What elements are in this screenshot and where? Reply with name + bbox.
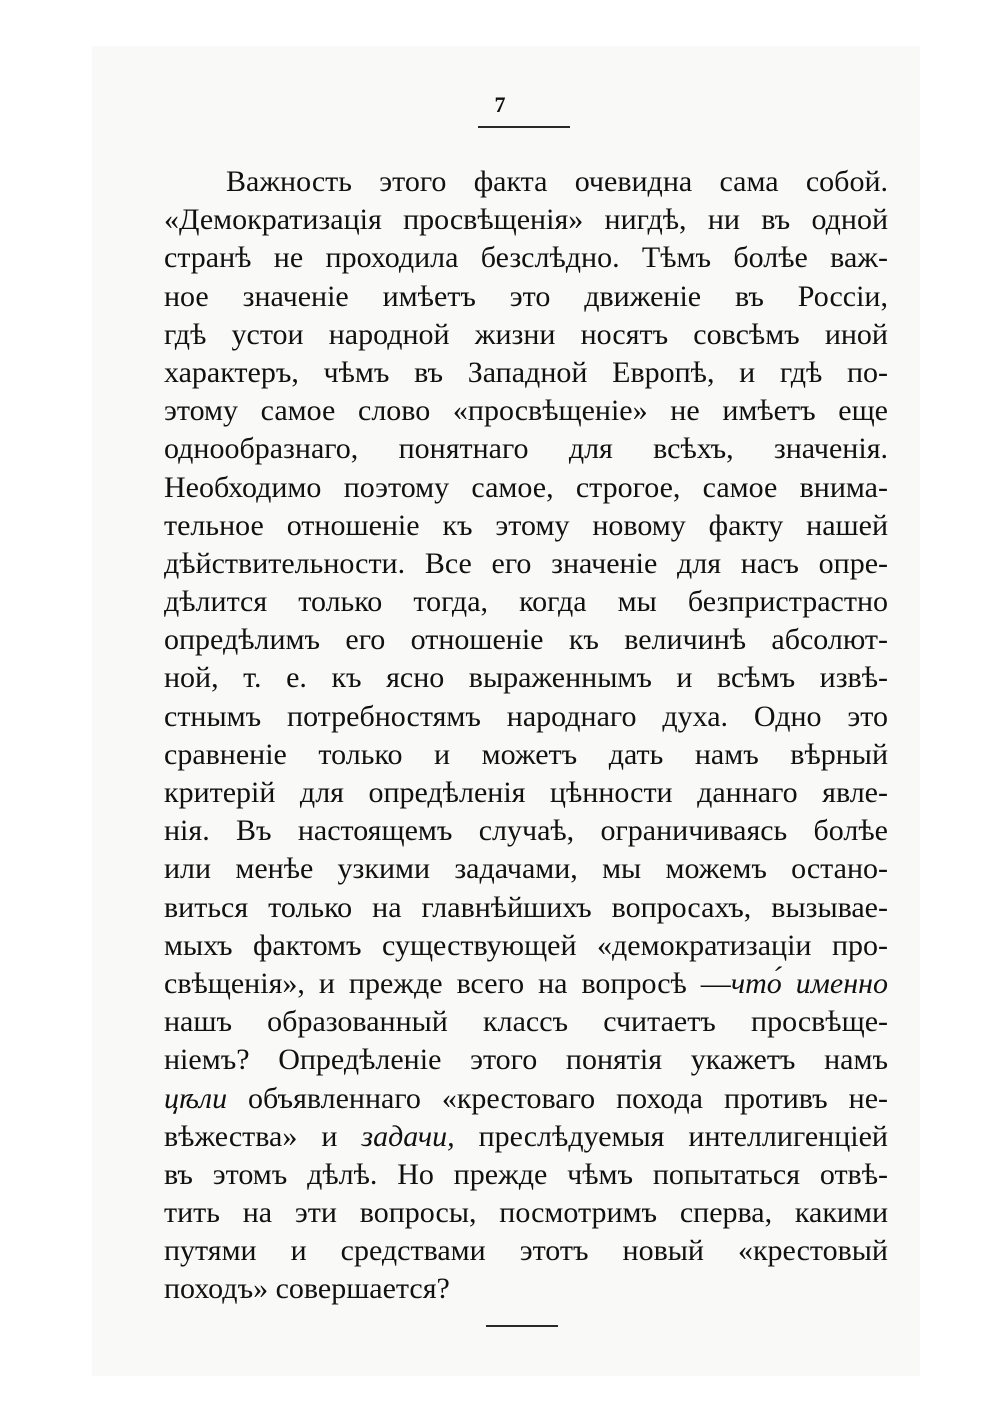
page-number: 7 [494, 92, 506, 117]
text-line: нашъ образованный классъ считаетъ просвѣще- [164, 1005, 888, 1039]
text-line: въ этомъ дѣлѣ. Но прежде чѣмъ попытаться отвѣ- [164, 1157, 888, 1191]
text-line: тить на эти вопросы, посмотримъ сперва, какими [164, 1196, 888, 1230]
text-line: Важность этого факта очевидна сама собой. [226, 165, 888, 198]
footer-rule [486, 1325, 558, 1327]
text-run: объявленнаго «крестоваго похода противъ не- [227, 1081, 888, 1115]
text-line: мыхъ фактомъ существующей «демократизаціи про- [164, 928, 888, 962]
italic-text: что́ именно [730, 966, 889, 1000]
text-line: опредѣлимъ его отношеніе къ величинѣ абсолют- [164, 623, 888, 657]
text-run: свѣщенія», и прежде всего на вопросѣ — [164, 966, 731, 1000]
text-line: нія. Въ настоящемъ случаѣ, ограничиваясь болѣе [164, 814, 888, 848]
text-line [164, 965, 888, 1003]
text-line: ное значеніе имѣетъ это движеніе въ Россіи, [164, 279, 888, 313]
italic-text: задачи, [361, 1119, 455, 1153]
text-line: или менѣе узкими задачами, мы можемъ остано- [164, 852, 888, 886]
italic-text: цѣли [164, 1081, 228, 1115]
text-line [164, 1080, 888, 1118]
body-text [164, 163, 888, 1309]
text-line: странѣ не проходила безслѣдно. Тѣмъ болѣе важ- [164, 241, 888, 275]
text-line: характеръ, чѣмъ въ Западной Европѣ, и гдѣ по- [164, 355, 888, 389]
header-rule [478, 126, 570, 128]
text-line: путями и средствами этотъ новый «крестовый [164, 1234, 888, 1268]
text-line: стнымъ потребностямъ народнаго духа. Одно это [164, 699, 888, 733]
text-line: «Демократизація просвѣщенія» нигдѣ, ни въ одной [164, 203, 888, 237]
text-line: однообразнаго, понятнаго для всѣхъ, значенія. [164, 432, 888, 466]
text-line: критерій для опредѣленія цѣнности даннаго явле- [164, 776, 888, 809]
text-line: этому самое слово «просвѣщеніе» не имѣетъ еще [164, 394, 888, 428]
text-run: вѣжества» и [164, 1119, 362, 1153]
text-line: виться только на главнѣйшихъ вопросахъ, вызывае- [164, 890, 888, 924]
text-line: дѣлится только тогда, когда мы безпристрастно [164, 585, 888, 619]
text-line: походъ» совершается? [164, 1272, 450, 1306]
text-line [164, 1118, 888, 1156]
text-line: тельное отношеніе къ этому новому факту нашей [164, 508, 888, 542]
text-line: Необходимо поэтому самое, строгое, самое внима- [164, 470, 888, 504]
text-line: дѣйствительности. Все его значеніе для насъ опре- [164, 546, 888, 580]
text-line: ной, т. е. къ ясно выраженнымъ и всѣмъ извѣ- [164, 661, 888, 695]
text-run: преслѣдуемыя интеллигенціей [454, 1119, 888, 1153]
text-line: ніемъ? Опредѣленіе этого понятія укажетъ намъ [164, 1043, 888, 1077]
text-line: сравненіе только и можетъ дать намъ вѣрный [164, 737, 888, 771]
text-line: гдѣ устои народной жизни носятъ совсѣмъ иной [164, 317, 888, 351]
